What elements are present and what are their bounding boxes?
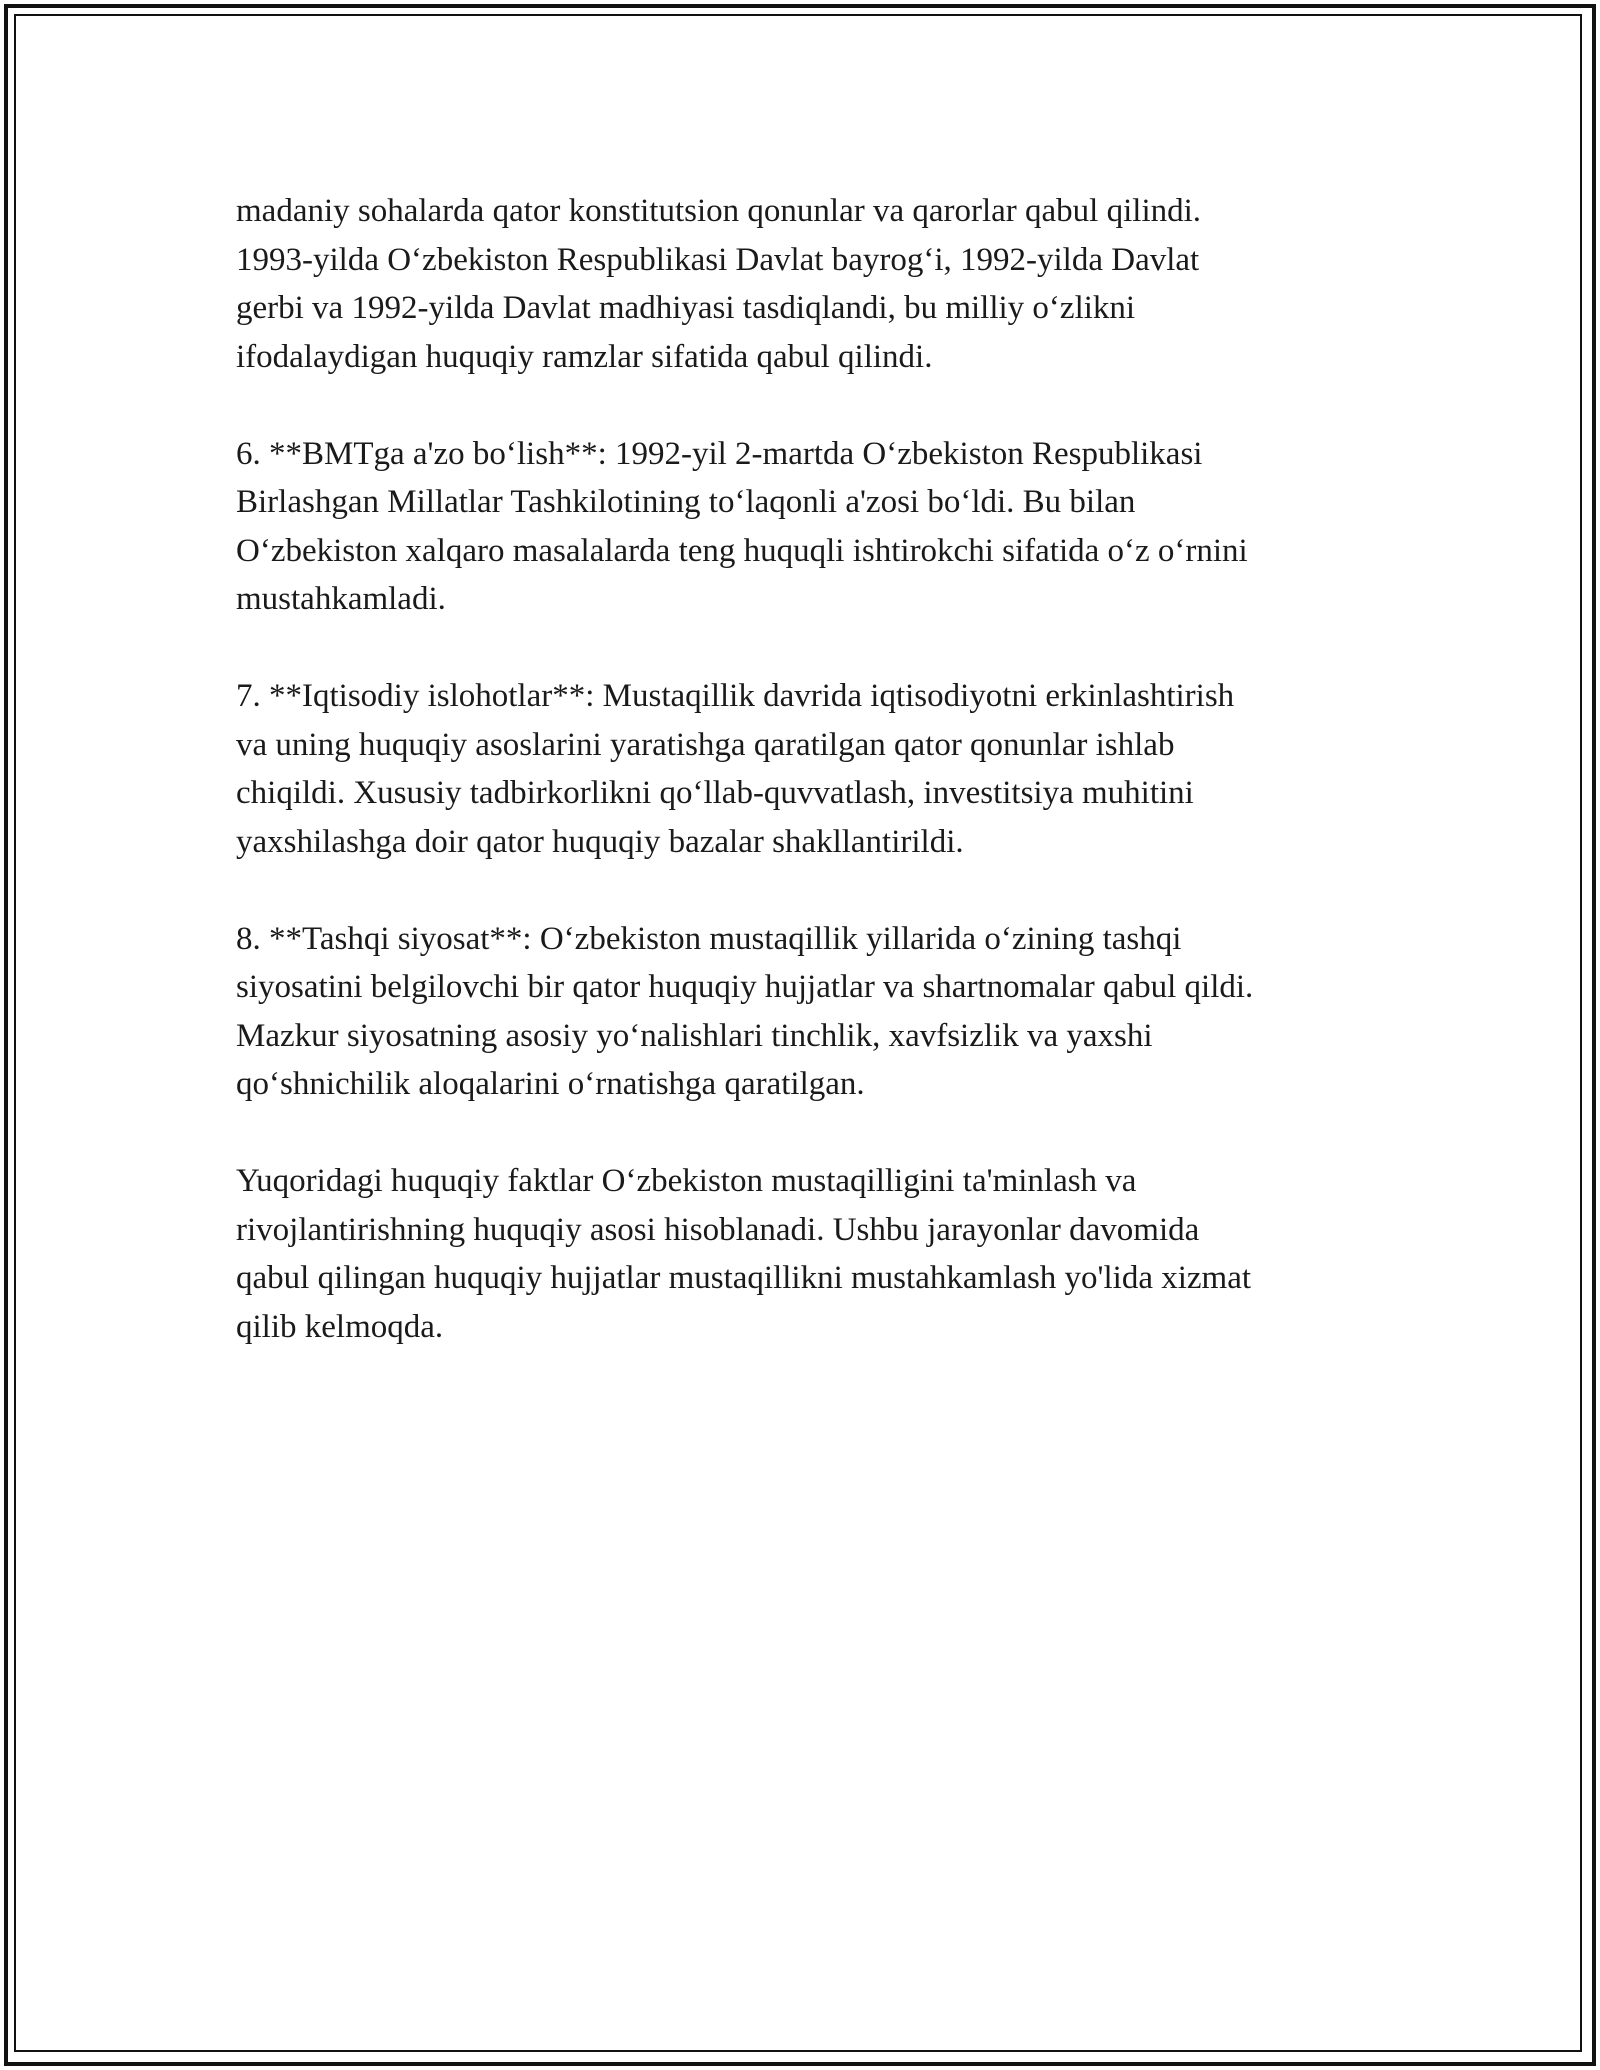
text-line: qo‘shnichilik aloqalarini o‘rnatishga qaratilgan. <box>236 1066 865 1102</box>
text-line: 6. **BMTga a'zo bo‘lish**: 1992-yil 2-martda O‘zbekiston Respublikasi <box>236 435 1203 472</box>
paragraph-state-symbols <box>236 187 1376 381</box>
text-line: Yuqoridagi huquqiy faktlar O‘zbekiston mustaqilligini ta'minlash va <box>236 1163 1137 1199</box>
text-line: siyosatini belgilovchi bir qator huquqiy hujjatlar va shartnomalar qabul qildi. <box>236 969 1254 1005</box>
text-line: rivojlantirishning huquqiy asosi hisoblanadi. Ushbu jarayonlar davomida <box>236 1211 1200 1248</box>
text-line: 7. **Iqtisodiy islohotlar**: Mustaqillik davrida iqtisodiyotni erkinlashtirish <box>236 678 1235 714</box>
text-line: 8. **Tashqi siyosat**: O‘zbekiston mustaqillik yillarida o‘zining tashqi <box>236 920 1182 957</box>
paragraph-un-membership <box>236 430 1376 624</box>
text-line: mustahkamladi. <box>236 581 446 617</box>
text-line: madaniy sohalarda qator konstitutsion qonunlar va qarorlar qabul qilindi. <box>236 193 1202 229</box>
text-line: gerbi va 1992-yilda Davlat madhiyasi tasdiqlandi, bu milliy o‘zlikni <box>236 290 1136 326</box>
text-line: qilib kelmoqda. <box>236 1308 444 1345</box>
text-line: chiqildi. Xususiy tadbirkorlikni qo‘llab-quvvatlash, investitsiya muhitini <box>236 775 1194 811</box>
text-line: Mazkur siyosatning asosiy yo‘nalishlari tinchlik, xavfsizlik va yaxshi <box>236 1017 1153 1054</box>
text-line: yaxshilashga doir qator huquqiy bazalar shakllantirildi. <box>236 823 964 860</box>
text-line: 1993-yilda O‘zbekiston Respublikasi Davlat bayrog‘i, 1992-yilda Davlat <box>236 241 1200 278</box>
paragraph-foreign-policy <box>236 915 1376 1109</box>
paragraph-conclusion <box>236 1157 1376 1351</box>
paragraph-economic-reforms <box>236 672 1376 866</box>
text-line: ifodalaydigan huquqiy ramzlar sifatida qabul qilindi. <box>236 338 933 375</box>
text-line: Birlashgan Millatlar Tashkilotining to‘laqonli a'zosi bo‘ldi. Bu bilan <box>236 484 1136 520</box>
document-body <box>236 187 1376 1400</box>
text-line: va uning huquqiy asoslarini yaratishga qaratilgan qator qonunlar ishlab <box>236 726 1175 763</box>
text-line: qabul qilingan huquqiy hujjatlar mustaqillikni mustahkamlash yo'lida xizmat <box>236 1260 1252 1296</box>
text-line: O‘zbekiston xalqaro masalalarda teng huquqli ishtirokchi sifatida o‘z o‘rnini <box>236 532 1248 569</box>
